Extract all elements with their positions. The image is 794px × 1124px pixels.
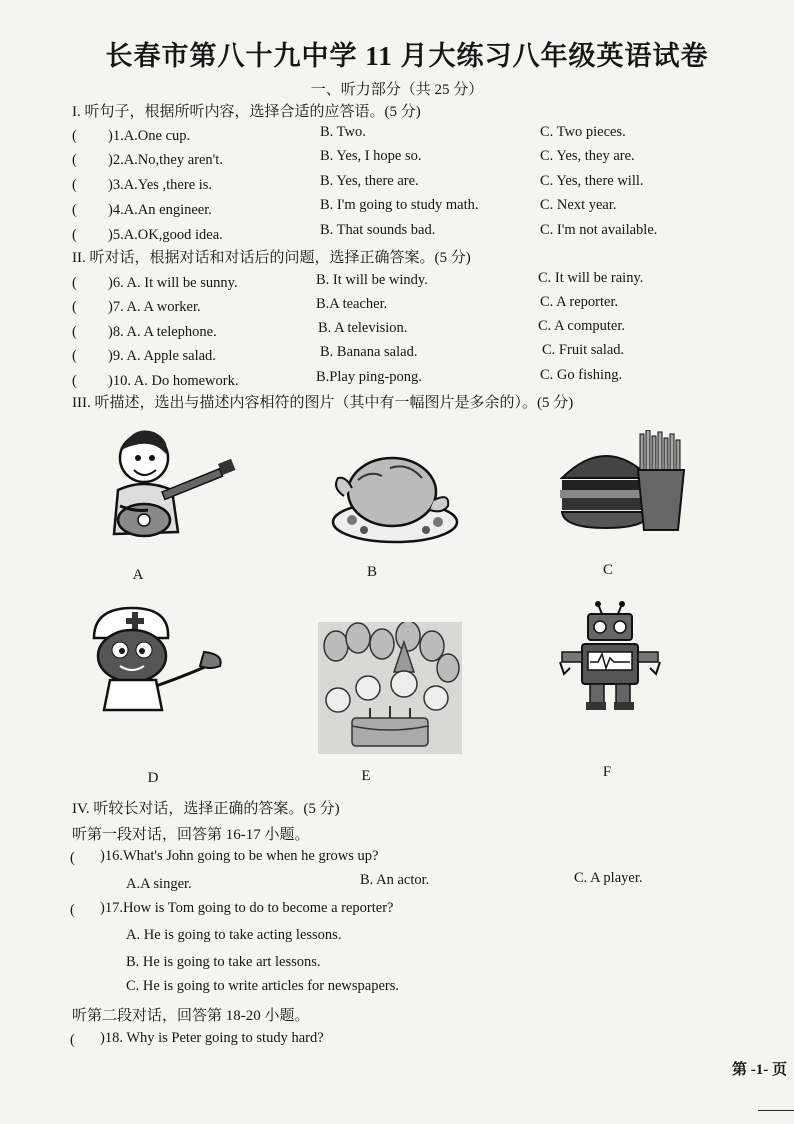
answer-paren: ( bbox=[72, 152, 77, 168]
birthday-party-image bbox=[318, 622, 462, 754]
question-10: )10. A. Do homework. bbox=[108, 373, 239, 389]
answer-paren: ( bbox=[72, 177, 77, 193]
option-b: B. Yes, there are. bbox=[320, 173, 419, 189]
dialogue-1-instructions: 听第一段对话，回答第 16-17 小题。 bbox=[72, 827, 310, 843]
option-c: C. Yes, they are. bbox=[540, 148, 635, 164]
page-title: 长春市第八十九中学 11 月大练习八年级英语试卷 bbox=[105, 41, 709, 71]
option-c: C. Fruit salad. bbox=[542, 342, 625, 358]
question-7: )7. A. A worker. bbox=[108, 299, 201, 315]
option-a: A. He is going to take acting lessons. bbox=[126, 927, 342, 943]
answer-paren: ( bbox=[72, 202, 77, 218]
answer-paren: ( bbox=[72, 324, 77, 340]
answer-paren: ( bbox=[72, 299, 77, 315]
answer-paren: ( bbox=[72, 128, 77, 144]
option-b: B. An actor. bbox=[360, 872, 430, 888]
picture-label-b: B bbox=[366, 564, 377, 580]
question-1: )1.A.One cup. bbox=[108, 128, 191, 144]
option-b: B. Two. bbox=[320, 124, 366, 140]
question-9: )9. A. Apple salad. bbox=[108, 348, 216, 364]
answer-paren: ( bbox=[72, 275, 77, 291]
question-18: )18. Why is Peter going to study hard? bbox=[100, 1030, 324, 1046]
question-5: )5.A.OK,good idea. bbox=[108, 227, 223, 243]
burger-and-fries-image bbox=[556, 430, 696, 534]
answer-paren: ( bbox=[72, 348, 77, 364]
option-b: B. Yes, I hope so. bbox=[320, 148, 422, 164]
answer-paren: ( bbox=[70, 902, 75, 918]
option-c: C. I'm not available. bbox=[540, 222, 658, 238]
option-b: B. I'm going to study math. bbox=[320, 197, 479, 213]
answer-paren: ( bbox=[70, 850, 75, 866]
question-2: )2.A.No,they aren't. bbox=[108, 152, 223, 168]
question-4: )4.A.An engineer. bbox=[108, 202, 212, 218]
option-b: B. Banana salad. bbox=[320, 344, 418, 360]
option-b: B. A television. bbox=[318, 320, 408, 336]
section-1-instructions: I. 听句子，根据所听内容，选择合适的应答语。(5 分) bbox=[72, 104, 421, 120]
question-16: )16.What's John going to be when he grows up? bbox=[100, 848, 379, 864]
option-c: C. Yes, there will. bbox=[540, 173, 644, 189]
option-c: C. He is going to write articles for newspapers. bbox=[126, 978, 400, 994]
option-c: C. A reporter. bbox=[540, 294, 619, 310]
section-heading-listening: 一、听力部分（共 25 分） bbox=[310, 82, 484, 98]
section-4-instructions: IV. 听较长对话，选择正确的答案。(5 分) bbox=[72, 801, 340, 817]
guitar-player-image bbox=[92, 420, 242, 550]
footer-rule bbox=[758, 1110, 794, 1111]
question-8: )8. A. A telephone. bbox=[108, 324, 217, 340]
picture-label-e: E bbox=[361, 768, 371, 784]
section-2-instructions: II. 听对话，根据对话和对话后的问题，选择正确答案。(5 分) bbox=[72, 250, 471, 266]
roast-turkey-image bbox=[330, 440, 460, 550]
option-a: A.A singer. bbox=[126, 876, 192, 892]
answer-paren: ( bbox=[72, 373, 77, 389]
question-6: )6. A. It will be sunny. bbox=[108, 275, 238, 291]
option-b: B. He is going to take art lessons. bbox=[126, 954, 321, 970]
option-c: C. Go fishing. bbox=[540, 367, 623, 383]
section-3-instructions: III. 听描述，选出与描述内容相符的图片（其中有一幅图片是多余的）。(5 分) bbox=[72, 395, 574, 411]
answer-paren: ( bbox=[72, 227, 77, 243]
option-c: C. A player. bbox=[574, 870, 643, 886]
option-c: C. A computer. bbox=[538, 318, 625, 334]
question-17: )17.How is Tom going to do to become a reporter? bbox=[100, 900, 394, 916]
option-c: C. It will be rainy. bbox=[538, 270, 644, 286]
picture-label-f: F bbox=[602, 764, 612, 780]
picture-label-a: A bbox=[132, 567, 144, 583]
option-b: B. That sounds bad. bbox=[320, 222, 436, 238]
doctor-image bbox=[80, 604, 230, 716]
page-number: 第 -1- 页 bbox=[732, 1062, 787, 1078]
picture-label-c: C bbox=[602, 562, 613, 578]
option-b: B.Play ping-pong. bbox=[316, 369, 422, 385]
robot-image bbox=[558, 600, 662, 712]
option-c: C. Two pieces. bbox=[540, 124, 626, 140]
option-b: B. It will be windy. bbox=[316, 272, 428, 288]
dialogue-2-instructions: 听第二段对话，回答第 18-20 小题。 bbox=[72, 1008, 310, 1024]
option-c: C. Next year. bbox=[540, 197, 617, 213]
picture-label-d: D bbox=[147, 770, 159, 786]
question-3: )3.A.Yes ,there is. bbox=[108, 177, 213, 193]
answer-paren: ( bbox=[70, 1032, 75, 1048]
option-b: B.A teacher. bbox=[316, 296, 388, 312]
